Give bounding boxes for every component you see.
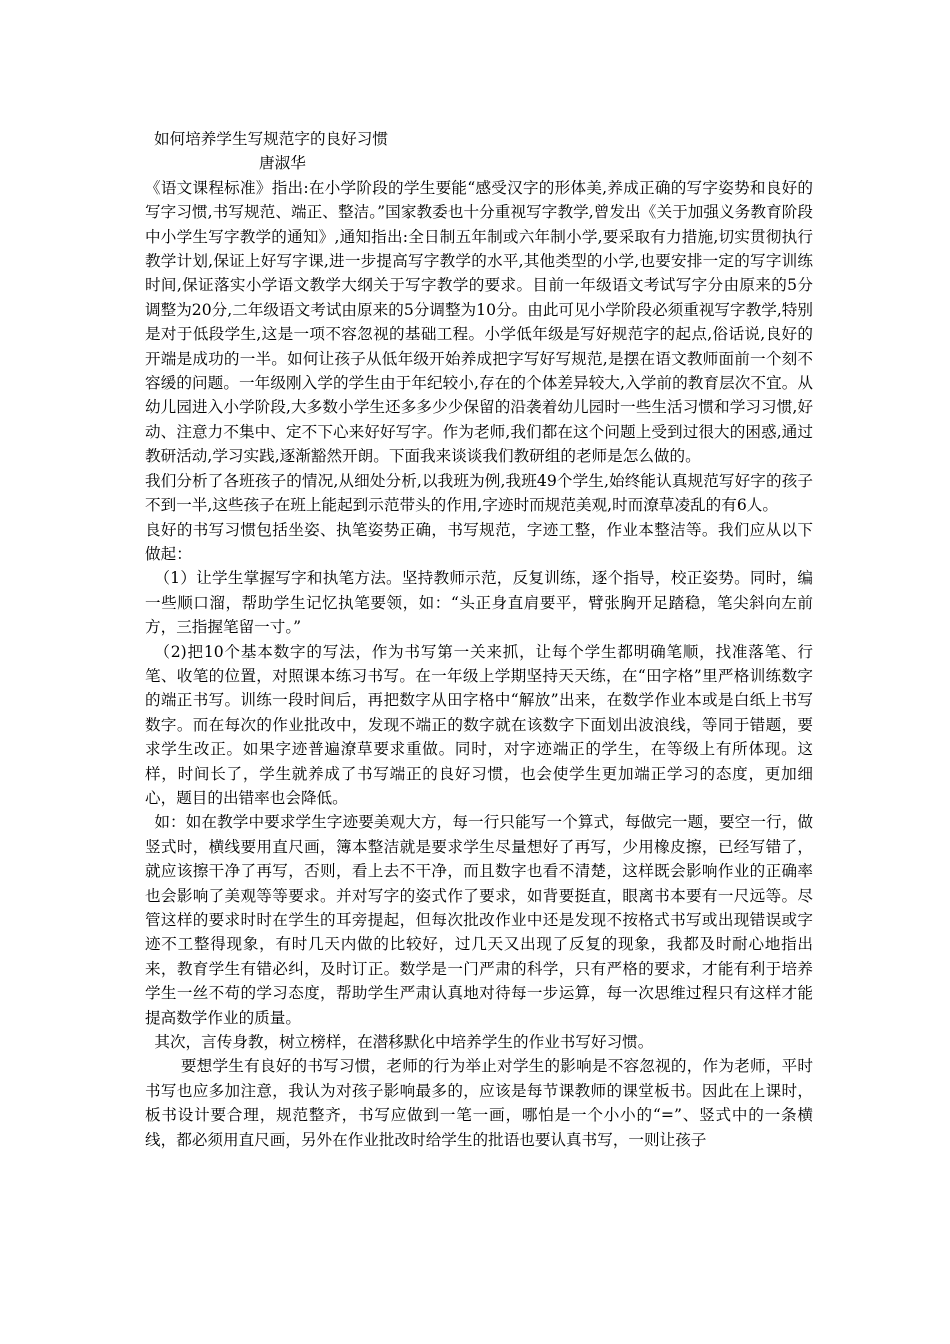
paragraph-step-1: （1）让学生掌握写字和执笔方法。坚持教师示范，反复训练，逐个指导，校正姿势。同时，编一些顺口溜，帮助学生记忆执笔要领，如：“头正身直肩要平，臂张胸开足踏稳，笔尖斜向左前方，三指握笔留一寸。” bbox=[145, 569, 813, 637]
paragraph-step-2: （2)把10个基本数字的写法，作为书写第一关来抓，让每个学生都明确笔顺，找准落笔、行笔、收笔的位置，对照课本练习书写。在一年级上学期坚持天天练，在“田字格”里严格训练数字的端正书写。训练一段时间后，再把数字从田字格中“解放”出来，在数学作业本或是白纸上书写数字。而在每次的作业批改中，发现不端正的数字就在该数字下面划出波浪线，等同于错题，要求学生改正。如果字迹普遍潦草要求重做。同时，对字迹端正的学生，在等级上有所体现。这样，时间长了，学生就养成了书写端正的良好习惯，也会使学生更加端正学习的态度，更加细心，题目的出错率也会降低。 bbox=[145, 642, 813, 807]
document-page bbox=[145, 127, 813, 1152]
document-author: 唐淑华 bbox=[259, 154, 306, 173]
paragraph-curriculum-standard: 《语文课程标准》指出:在小学阶段的学生要能“感受汉字的形体美,养成正确的写字姿势和良好的写字习惯,书写规范、端正、整洁。”国家教委也十分重视写字教学,曾发出《关于加强义务教育阶段中小学生写字教学的通知》,通知指出:全日制五年制或六年制小学,要采取有力措施,切实贯彻执行教学计划,保证上好写字课,进一步提高写字教学的水平,其他类型的小学,也要安排一定的写字训练时间,保证落实小学语文教学大纲关于写字教学的要求。目前一年级语文考试写字分由原来的5分调整为20分,二年级语文考试由原来的5分调整为10分。由此可见小学阶段必须重视写字教学,特别是对于低段学生,这是一项不容忽视的基础工程。小学低年级是写好规范字的起点,俗话说,良好的开端是成功的一半。如何让孩子从低年级开始养成把字写好写规范,是摆在语文教师面前一个刻不容缓的问题。一年级刚入学的学生由于年纪较小,存在的个体差异较大,入学前的教育层次不宜。从幼儿园进入小学阶段,大多数小学生还多多少少保留的沿袭着幼儿园时一些生活习惯和学习习惯,好动、注意力不集中、定不下心来好好写字。作为老师,我们都在这个问题上受到过很大的困惑,通过教研活动,学习实践,逐渐豁然开朗。下面我来谈谈我们教研组的老师是怎么做的。 bbox=[145, 178, 813, 466]
document-title: 如何培养学生写规范字的良好习惯 bbox=[154, 130, 388, 148]
paragraph-teacher-example: 要想学生有良好的书写习惯，老师的行为举止对学生的影响是不容忽视的，作为老师，平时书写也应多加注意，我认为对孩子影响最多的，应该是每节课教师的课堂板书。因此在上课时，板书设计要合理，规范整齐，书写应做到一笔一画，哪怕是一个小小的“=”、竖式中的一条横线，都必须用直尺画，另外在作业批改时给学生的批语也要认真书写，一则让孩子 bbox=[145, 1057, 813, 1149]
paragraph-class-analysis: 我们分析了各班孩子的情况,从细处分析,以我班为例,我班49个学生,始终能认真规范写好字的孩子不到一半,这些孩子在班上能起到示范带头的作用,字迹时而规范美观,时而潦草凌乱的有6人。 bbox=[145, 471, 813, 515]
paragraph-example: 如：如在教学中要求学生字迹要美观大方，每一行只能写一个算式，每做完一题，要空一行，做竖式时，横线要用直尺画，簿本整洁就是要求学生尽量想好了再写，少用橡皮擦，已经写错了，就应该擦干净了再写，否则，看上去不干净，而且数字也看不清楚，这样既会影响作业的正确率也会影响了美观等等要求。并对写字的姿式作了要求，如背要挺直，眼离书本要有一尺远等。尽管这样的要求时时在学生的耳旁提起，但每次批改作业中还是发现不按格式书写或出现错误或字迹不工整得现象，有时几天内做的比较好，过几天又出现了反复的现象，我都及时耐心地指出来，教育学生有错必纠，及时订正。数学是一门严肃的科学，只有严格的要求，才能有利于培养学生一丝不苟的学习态度，帮助学生严肃认真地对待每一步运算，每一次思维过程只有这样才能提高数学作业的质量。 bbox=[145, 813, 813, 1027]
paragraph-secondly: 其次，言传身教，树立榜样，在潜移默化中培养学生的作业书写好习惯。 bbox=[154, 1033, 654, 1052]
paragraph-good-habits: 良好的书写习惯包括坐姿、执笔姿势正确，书写规范，字迹工整，作业本整洁等。我们应从以下做起： bbox=[145, 520, 813, 563]
